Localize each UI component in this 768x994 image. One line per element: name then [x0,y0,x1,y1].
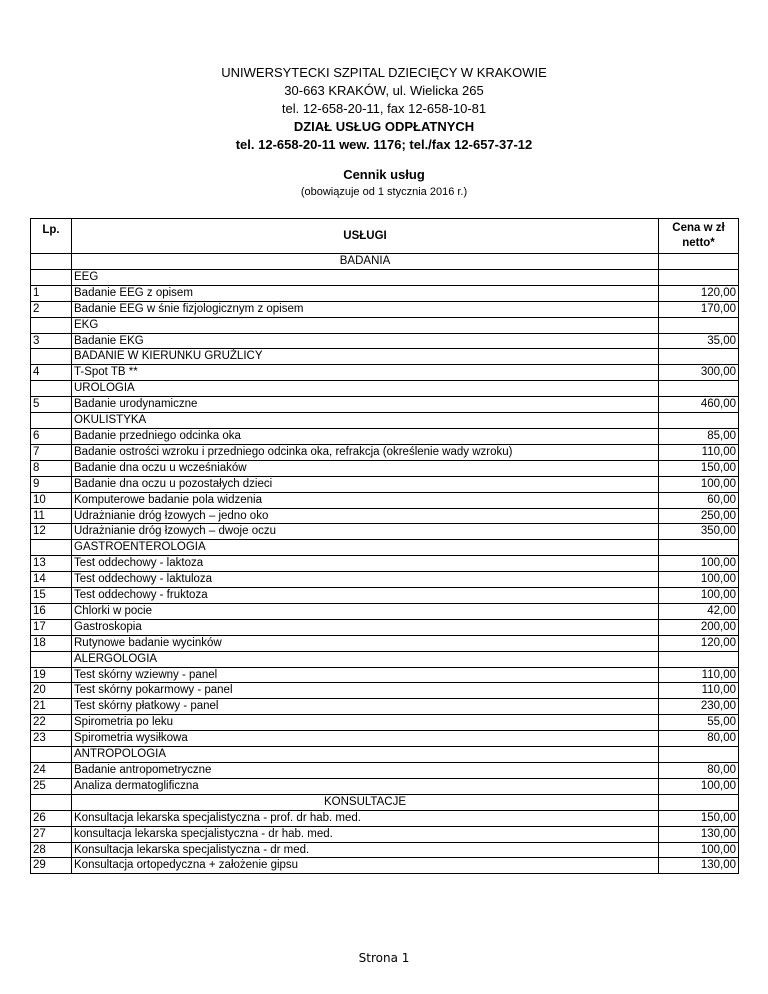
table-row [31,524,739,540]
group-row [31,413,739,429]
table-row [31,603,739,619]
validity-note: (obowiązuje od 1 stycznia 2016 r.) [300,186,468,198]
row-price [659,794,739,810]
table-row [31,619,739,635]
row-service: Konsultacja lekarska specjalistyczna - dr med. [72,842,659,858]
table-row [31,365,739,381]
header-price: Cena w zł netto* [659,219,739,254]
row-price: 100,00 [659,842,739,858]
group-row [31,747,739,763]
row-lp: 27 [31,826,72,842]
row-lp: 12 [31,524,72,540]
row-price: 80,00 [659,731,739,747]
header-lp: Lp. [31,219,72,254]
row-service: Test skórny pokarmowy - panel [72,683,659,699]
row-lp: 4 [31,365,72,381]
table-row [31,428,739,444]
row-lp: 3 [31,333,72,349]
row-service: Badanie przedniego odcinka oka [72,428,659,444]
row-lp [31,317,72,333]
group-row [31,651,739,667]
row-lp: 18 [31,635,72,651]
table-row [31,508,739,524]
row-category: ALERGOLOGIA [72,651,659,667]
table-row [31,572,739,588]
row-price: 110,00 [659,667,739,683]
row-price: 85,00 [659,428,739,444]
row-lp: 25 [31,778,72,794]
row-price: 60,00 [659,492,739,508]
row-service: Badanie EEG z opisem [72,285,659,301]
table-row [31,556,739,572]
row-service: Analiza dermatoglificzna [72,778,659,794]
row-price: 130,00 [659,858,739,874]
row-lp [31,254,72,270]
row-service: Badanie EKG [72,333,659,349]
row-price: 110,00 [659,444,739,460]
table-row [31,444,739,460]
row-category: OKULISTYKA [72,413,659,429]
table-row [31,778,739,794]
row-lp: 2 [31,301,72,317]
row-price: 100,00 [659,572,739,588]
row-category: UROLOGIA [72,381,659,397]
row-service: Konsultacja lekarska specjalistyczna - prof. dr hab. med. [72,810,659,826]
row-price: 100,00 [659,556,739,572]
department-phone: tel. 12-658-20-11 wew. 1176; tel./fax 12-657-37-12 [235,137,533,152]
row-lp: 1 [31,285,72,301]
row-lp: 15 [31,588,72,604]
row-lp: 13 [31,556,72,572]
row-category: KONSULTACJE [72,794,659,810]
row-price: 230,00 [659,699,739,715]
row-service: Chlorki w pocie [72,603,659,619]
row-price: 100,00 [659,588,739,604]
row-category: BADANIA [72,254,659,270]
row-price: 110,00 [659,683,739,699]
row-price [659,413,739,429]
table-row [31,460,739,476]
row-lp [31,651,72,667]
row-price: 460,00 [659,397,739,413]
row-service: Badanie urodynamiczne [72,397,659,413]
row-price: 80,00 [659,763,739,779]
table-row [31,683,739,699]
table-row [31,667,739,683]
row-category: BADANIE W KIERUNKU GRUŹLICY [72,349,659,365]
row-price [659,540,739,556]
page-title: Cennik usług [343,167,425,182]
row-category: EEG [72,269,659,285]
hospital-name: UNIWERSYTECKI SZPITAL DZIECIĘCY W KRAKOWIE [221,65,547,80]
section-row [31,254,739,270]
row-price: 350,00 [659,524,739,540]
section-row [31,794,739,810]
table-row [31,397,739,413]
table-row [31,810,739,826]
row-lp: 29 [31,858,72,874]
price-table [30,218,739,874]
table-row [31,635,739,651]
row-service: Test oddechowy - fruktoza [72,588,659,604]
table-row [31,476,739,492]
table-row [31,699,739,715]
row-lp: 11 [31,508,72,524]
row-lp [31,381,72,397]
group-row [31,269,739,285]
hospital-address: 30-663 KRAKÓW, ul. Wielicka 265 [284,83,484,98]
row-service: Badanie EEG w śnie fizjologicznym z opisem [72,301,659,317]
row-lp: 9 [31,476,72,492]
row-price: 130,00 [659,826,739,842]
row-category: GASTROENTEROLOGIA [72,540,659,556]
row-lp: 8 [31,460,72,476]
hospital-phone: tel. 12-658-20-11, fax 12-658-10-81 [281,101,487,116]
table-row [31,826,739,842]
row-lp: 20 [31,683,72,699]
row-price [659,269,739,285]
row-service: Gastroskopia [72,619,659,635]
row-price: 120,00 [659,285,739,301]
row-price [659,381,739,397]
group-row [31,381,739,397]
row-price: 100,00 [659,778,739,794]
group-row [31,317,739,333]
row-price: 200,00 [659,619,739,635]
row-service: Udrażnianie dróg łzowych – jedno oko [72,508,659,524]
row-lp: 16 [31,603,72,619]
row-category: ANTROPOLOGIA [72,747,659,763]
row-service: Test skórny płatkowy - panel [72,699,659,715]
page-number: Strona 1 [358,951,410,965]
table-row [31,301,739,317]
table-row [31,858,739,874]
row-service: Rutynowe badanie wycinków [72,635,659,651]
row-lp [31,540,72,556]
row-service: Komputerowe badanie pola widzenia [72,492,659,508]
table-row [31,285,739,301]
row-service: T-Spot TB ** [72,365,659,381]
row-lp: 24 [31,763,72,779]
row-price: 35,00 [659,333,739,349]
row-lp: 19 [31,667,72,683]
row-service: Badanie antropometryczne [72,763,659,779]
department-name: DZIAŁ USŁUG ODPŁATNYCH [293,119,475,134]
row-category: EKG [72,317,659,333]
row-lp: 22 [31,715,72,731]
row-price: 42,00 [659,603,739,619]
row-lp: 23 [31,731,72,747]
row-price [659,651,739,667]
table-row [31,842,739,858]
table-row [31,588,739,604]
row-service: konsultacja lekarska specjalistyczna - dr hab. med. [72,826,659,842]
row-price: 150,00 [659,810,739,826]
row-lp [31,413,72,429]
table-row [31,492,739,508]
document-header [0,64,768,154]
row-service: Test oddechowy - laktoza [72,556,659,572]
row-price: 150,00 [659,460,739,476]
row-price: 300,00 [659,365,739,381]
row-price [659,349,739,365]
row-service: Udrażnianie dróg łzowych – dwoje oczu [72,524,659,540]
row-lp: 6 [31,428,72,444]
row-lp [31,794,72,810]
group-row [31,349,739,365]
table-row [31,715,739,731]
row-service: Konsultacja ortopedyczna + założenie gipsu [72,858,659,874]
row-price: 55,00 [659,715,739,731]
table-header-row [31,219,739,254]
row-price: 250,00 [659,508,739,524]
header-services: USŁUGI [72,219,659,254]
group-row [31,540,739,556]
row-lp: 5 [31,397,72,413]
row-price: 170,00 [659,301,739,317]
row-lp: 26 [31,810,72,826]
row-service: Badanie dna oczu u pozostałych dzieci [72,476,659,492]
row-price [659,317,739,333]
row-lp: 17 [31,619,72,635]
row-lp: 21 [31,699,72,715]
row-lp [31,349,72,365]
table-row [31,333,739,349]
table-row [31,763,739,779]
row-service: Badanie ostrości wzroku i przedniego odcinka oka, refrakcja (określenie wady wzroku) [72,444,659,460]
row-price [659,747,739,763]
row-lp [31,747,72,763]
row-service: Test skórny wziewny - panel [72,667,659,683]
table-row [31,731,739,747]
row-service: Test oddechowy - laktuloza [72,572,659,588]
row-service: Spirometria wysiłkowa [72,731,659,747]
row-lp: 7 [31,444,72,460]
row-service: Badanie dna oczu u wcześniaków [72,460,659,476]
row-lp: 10 [31,492,72,508]
row-price [659,254,739,270]
row-lp: 28 [31,842,72,858]
row-lp: 14 [31,572,72,588]
row-price: 100,00 [659,476,739,492]
row-price: 120,00 [659,635,739,651]
row-service: Spirometria po leku [72,715,659,731]
row-lp [31,269,72,285]
